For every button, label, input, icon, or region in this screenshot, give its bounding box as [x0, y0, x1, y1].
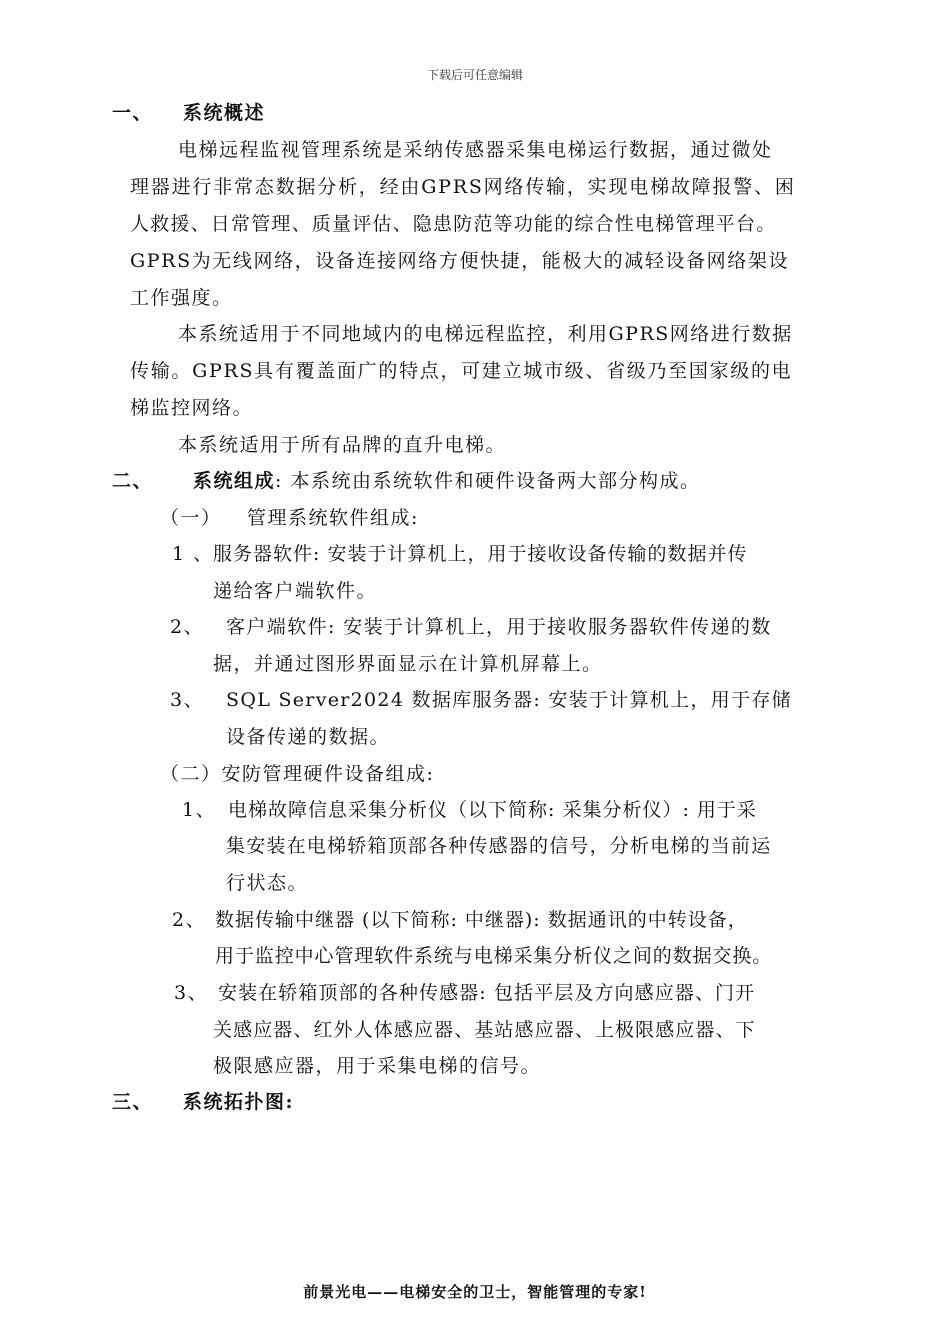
list-item-number: 1 、 — [172, 543, 214, 565]
paragraph-line: 人救援、日常管理、质量评估、隐患防范等功能的综合性电梯管理平台。 — [130, 213, 777, 235]
section-2-number: 二、 — [112, 470, 154, 492]
list-item-line: 数据传输中继器 (以下简称: 中继器): 数据通讯的中转设备， — [215, 909, 748, 931]
paragraph-line: GPRS为无线网络，设备连接网络方便快捷，能极大的减轻设备网络架设 — [130, 250, 790, 272]
list-item-number: 3、 — [174, 982, 209, 1004]
list-item-line: 服务器软件: 安装于计算机上，用于接收设备传输的数据并传 — [213, 543, 748, 565]
subsection-1-label: （一） — [160, 507, 222, 529]
section-3-title: 系统拓扑图: — [183, 1091, 295, 1113]
section-2-summary: : 本系统由系统软件和硬件设备两大部分构成。 — [275, 470, 701, 492]
paragraph-line: 工作强度。 — [130, 287, 233, 309]
list-item-line: 行状态。 — [226, 872, 309, 894]
list-item-line: 极限感应器，用于采集电梯的信号。 — [213, 1055, 542, 1077]
list-item-line: 设备传递的数据。 — [226, 726, 391, 748]
list-item-line: 安装在轿箱顶部的各种传感器: 包括平层及方向感应器、门开 — [218, 982, 756, 1004]
list-item-number: 2、 — [170, 616, 205, 638]
list-item-line: 递给客户端软件。 — [213, 580, 378, 602]
list-item-line: 客户端软件: 安装于计算机上，用于接收服务器软件传递的数 — [226, 616, 772, 638]
section-2-title: 系统组成 — [193, 470, 276, 492]
list-item-line: 电梯故障信息采集分析仪（以下简称: 采集分析仪）: 用于采 — [228, 799, 757, 821]
subsection-1-title: 管理系统软件组成: — [247, 507, 419, 529]
list-item-line: SQL Server2024 数据库服务器: 安装于计算机上，用于存储 — [226, 689, 792, 711]
section-1-number: 一、 — [112, 102, 154, 124]
paragraph-line: 梯监控网络。 — [130, 397, 254, 419]
paragraph-line: 传输。GPRS具有覆盖面广的特点，可建立城市级、省级乃至国家级的电 — [130, 360, 793, 382]
list-item-line: 据，并通过图形界面显示在计算机屏幕上。 — [213, 653, 603, 675]
section-3-number: 三、 — [112, 1091, 154, 1113]
subsection-2-title: （二）安防管理硬件设备组成: — [160, 763, 435, 785]
paragraph-line: 本系统适用于不同地域内的电梯远程监控，利用GPRS网络进行数据 — [178, 323, 793, 345]
list-item-number: 2、 — [172, 909, 207, 931]
list-item-number: 3、 — [170, 689, 205, 711]
list-item-number: 1、 — [182, 799, 217, 821]
section-1-title: 系统概述 — [183, 102, 266, 124]
list-item-line: 集安装在电梯轿箱顶部各种传感器的信号，分析电梯的当前运 — [226, 835, 772, 857]
list-item-line: 关感应器、红外人体感应器、基站感应器、上极限感应器、下 — [213, 1019, 756, 1041]
page-header-note: 下载后可任意编辑 — [426, 68, 523, 82]
page-footer-slogan: 前景光电——电梯安全的卫士，智能管理的专家! — [303, 1283, 647, 1301]
paragraph-line: 电梯远程监视管理系统是采纳传感器采集电梯运行数据，通过微处 — [178, 139, 773, 161]
list-item-line: 用于监控中心管理软件系统与电梯采集分析仪之间的数据交换。 — [215, 945, 773, 967]
paragraph-line: 理器进行非常态数据分析，经由GPRS网络传输，实现电梯故障报警、困 — [130, 176, 796, 198]
section-2-heading — [193, 468, 700, 494]
paragraph-line: 本系统适用于所有品牌的直升电梯。 — [178, 434, 507, 456]
